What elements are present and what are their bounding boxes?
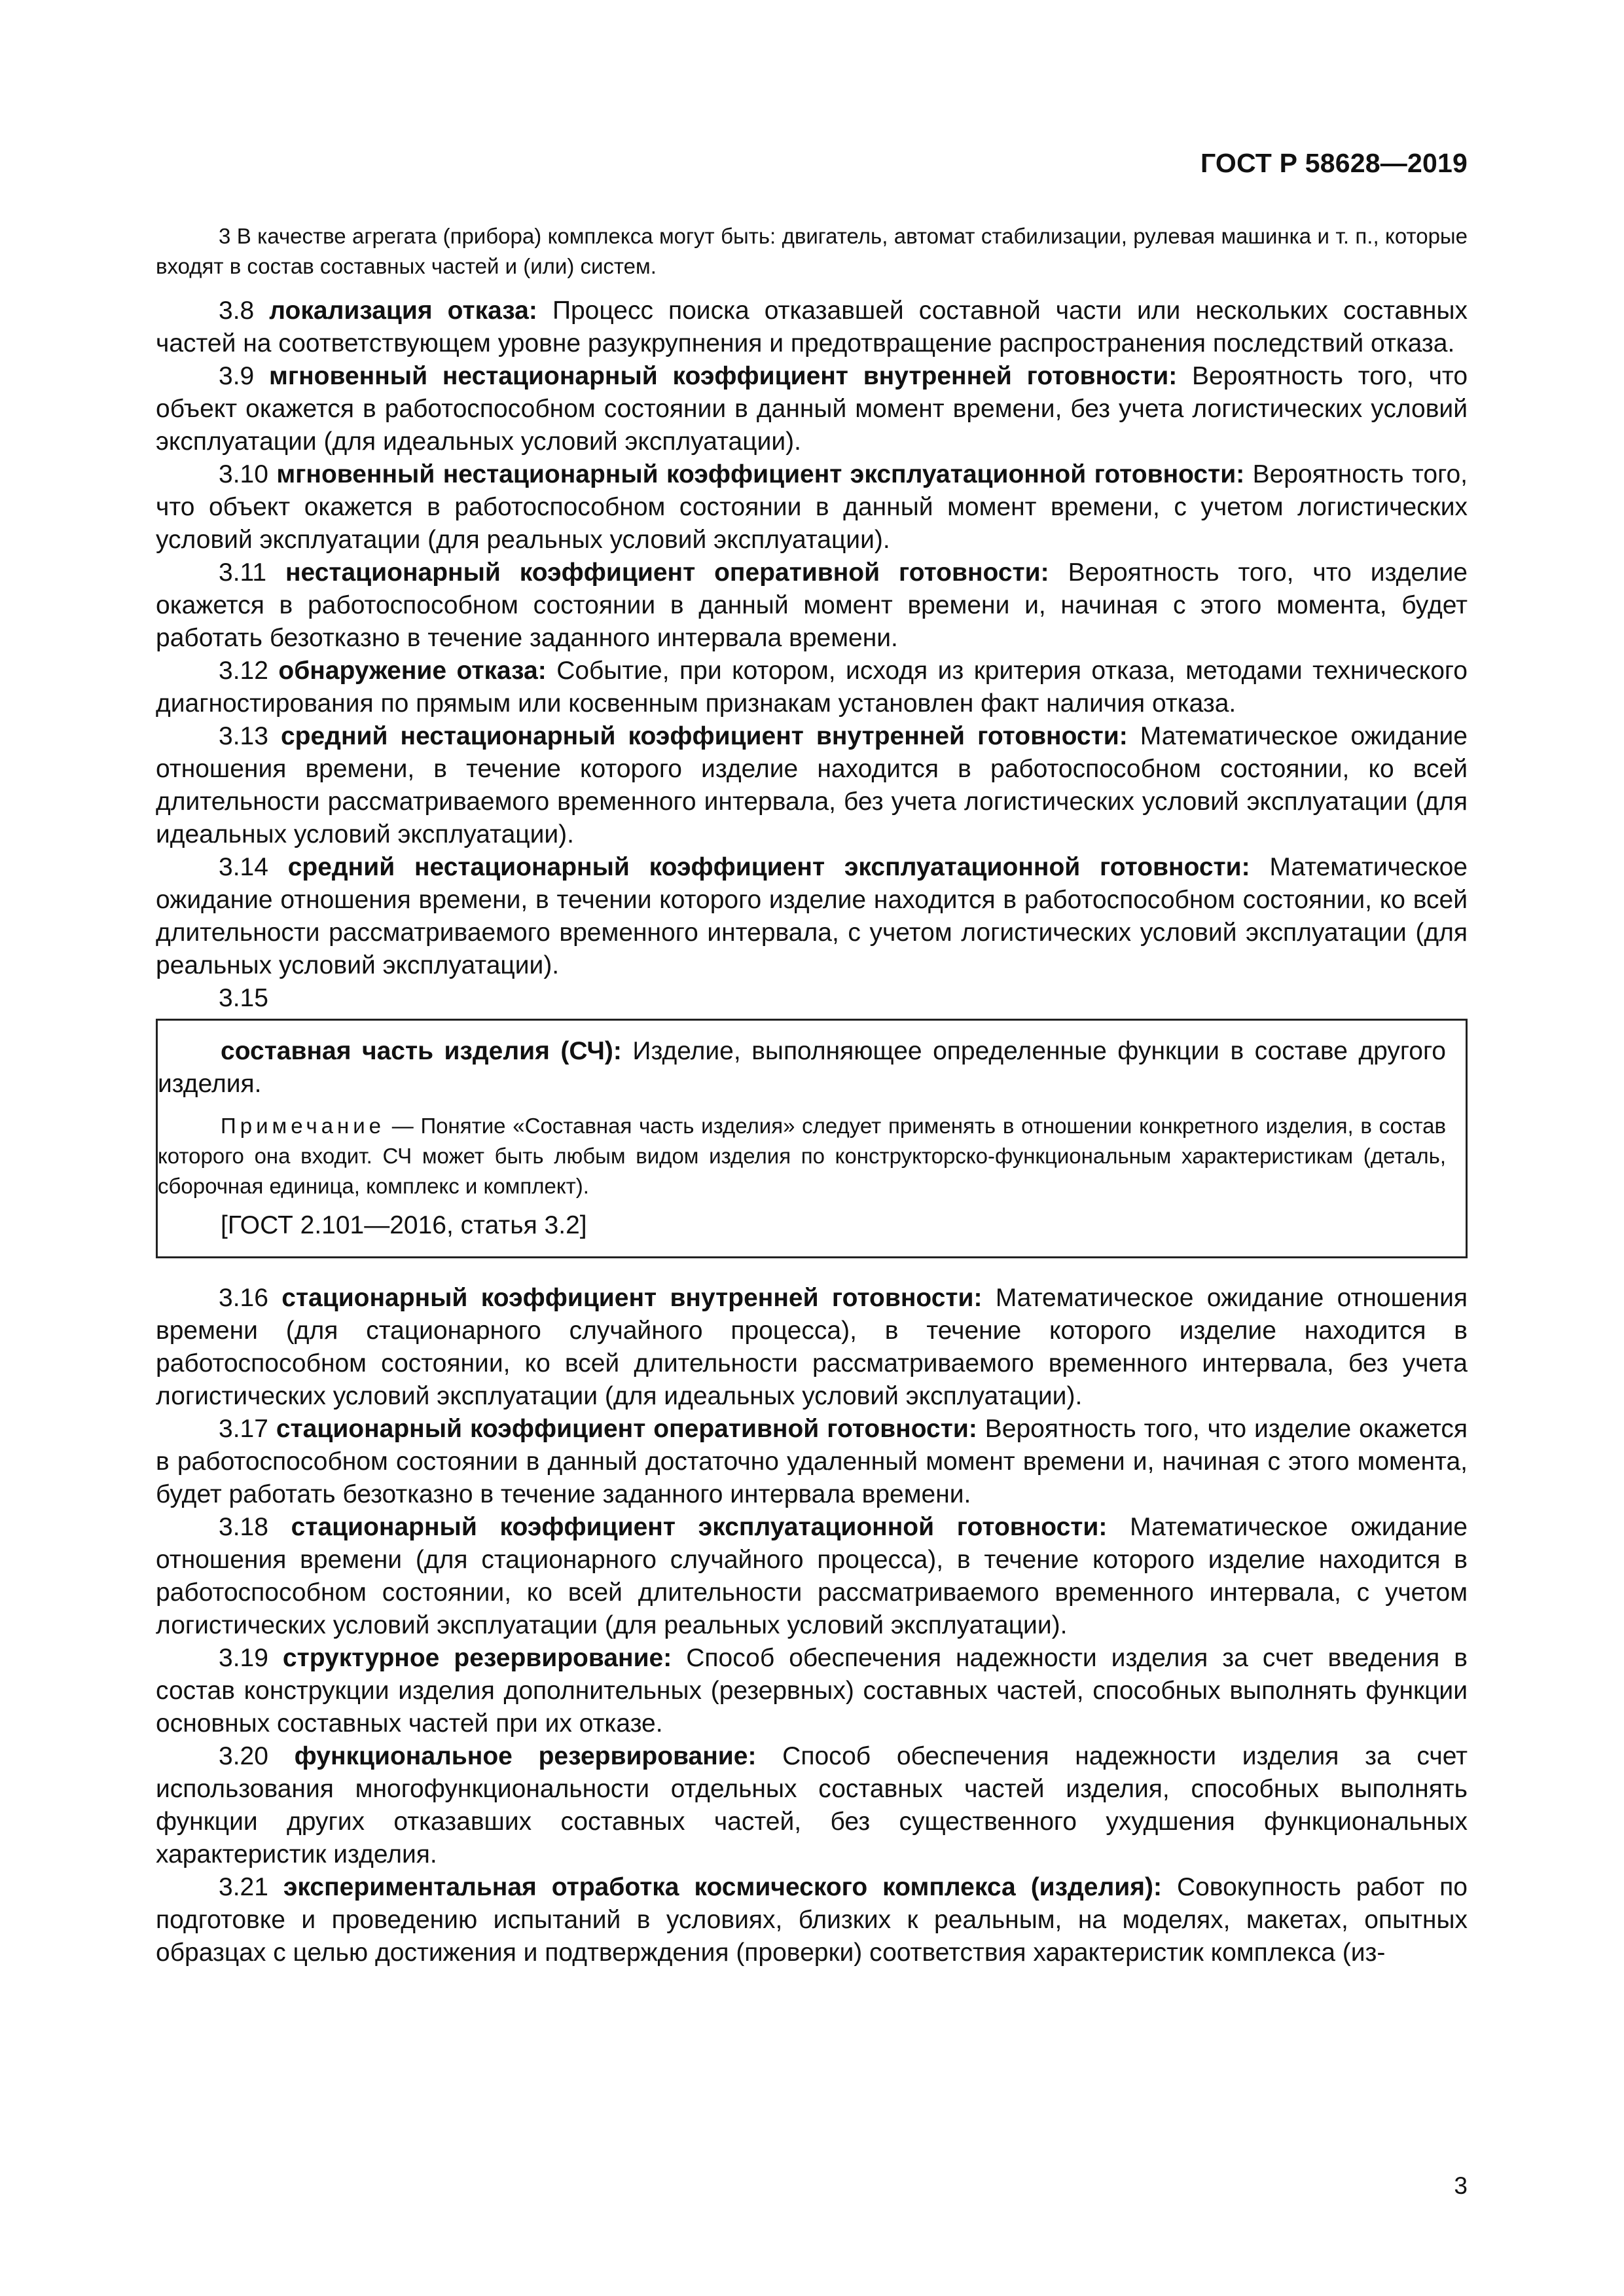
term-title: стационарный коэффициент внутренней готовности: <box>281 1284 983 1312</box>
term-definition: Изделие, выполняющее определенные функции в составе другого изделия. <box>158 1037 1446 1098</box>
term-number: 3.21 <box>219 1873 268 1901</box>
term-title: стационарный коэффициент эксплуатационной готовности: <box>291 1513 1108 1541</box>
term-title: мгновенный нестационарный коэффициент эксплуатационной готовности: <box>276 460 1245 488</box>
term-title: стационарный коэффициент оперативной готовности: <box>276 1415 977 1443</box>
term-title: локализация отказа: <box>269 297 537 325</box>
term-number: 3.8 <box>219 297 255 325</box>
term-number: 3.14 <box>219 853 268 881</box>
term-definition: Математическое ожидание отношения времени, в течении которого изделие находится в работоспособном состоянии, ко всей длительности рассматриваемого временного интервала, с учетом логистических условий эксплуатации (для реальных условий эксплуатации). <box>156 853 1468 979</box>
term-3-10 <box>156 458 1468 556</box>
term-3-21 <box>156 1871 1468 1969</box>
term-3-19 <box>156 1642 1468 1740</box>
term-3-8 <box>156 295 1468 360</box>
boxed-term-3-15 <box>156 1019 1468 1258</box>
boxed-term-body <box>158 1035 1446 1101</box>
term-definition: Процесс поиска отказавшей составной части или нескольких составных частей на соответствующем уровне разукрупнения и предотвращение распространения последствий отказа. <box>156 297 1468 357</box>
term-definition: Совокупность работ по подготовке и проведению испытаний в условиях, близких к реальным, на моделях, макетах, опытных образцах с целью достижения и подтверждения (проверки) соответствия характеристик комплекса (из- <box>156 1873 1468 1967</box>
document-page <box>156 0 1468 2296</box>
term-title: средний нестационарный коэффициент эксплуатационной готовности: <box>287 853 1250 881</box>
page-number: 3 <box>1454 2172 1468 2199</box>
term-definition: Вероятность того, что объект окажется в работоспособном состоянии в данный момент времени, с учетом логистических условий эксплуатации (для реальных условий эксплуатации). <box>156 460 1468 554</box>
term-number: 3.18 <box>219 1513 268 1541</box>
term-title: мгновенный нестационарный коэффициент внутренней готовности: <box>269 362 1178 390</box>
term-3-12 <box>156 655 1468 720</box>
term-3-9 <box>156 360 1468 458</box>
term-definition: Вероятность того, что объект окажется в работоспособном состоянии в данный момент времени, без учета логистических условий эксплуатации (для идеальных условий эксплуатации). <box>156 362 1468 456</box>
term-definition: Математическое ожидание отношения времени (для стационарного случайного процесса), в течение которого изделие находится в работоспособном состоянии, ко всей длительности рассматриваемого временного интервала, без учета логистических условий эксплуатации (для идеальных условий эксплуатации). <box>156 1284 1468 1410</box>
term-number: 3.10 <box>219 460 268 488</box>
standard-code: ГОСТ Р 58628—2019 <box>1200 148 1468 178</box>
term-3-15-number: 3.15 <box>219 984 268 1012</box>
term-title: структурное резервирование: <box>282 1644 672 1672</box>
term-title: экспериментальная отработка космического комплекса (изделия): <box>283 1873 1162 1901</box>
term-3-16 <box>156 1282 1468 1413</box>
term-title: нестационарный коэффициент оперативной готовности: <box>285 558 1049 587</box>
term-definition: Вероятность того, что изделие окажется в работоспособном состоянии в данный момент времени и, начиная с этого момента, будет работать безотказно в течение заданного интервала времени. <box>156 558 1468 652</box>
term-number: 3.16 <box>219 1284 268 1312</box>
term-definition: Способ обеспечения надежности изделия за счет использования многофункциональности отдельных составных частей изделия, способных выполнять функции других отказавших составных частей, без существенного ухудшения функциональных характеристик изделия. <box>156 1742 1468 1868</box>
term-3-20 <box>156 1740 1468 1871</box>
term-3-18 <box>156 1511 1468 1642</box>
term-3-14 <box>156 851 1468 982</box>
term-3-17 <box>156 1413 1468 1511</box>
term-definition: Математическое ожидание отношения времени (для стационарного случайного процесса), в течение которого изделие находится в работоспособном состоянии, ко всей длительности рассматриваемого временного интервала, с учетом логистических условий эксплуатации (для реальных условий эксплуатации). <box>156 1513 1468 1639</box>
term-3-13 <box>156 720 1468 851</box>
term-number: 3.13 <box>219 722 268 750</box>
term-number: 3.12 <box>219 657 268 685</box>
term-number: 3.11 <box>219 558 267 587</box>
note-label: Примечание <box>221 1114 386 1138</box>
term-title: функциональное резервирование: <box>294 1742 757 1770</box>
term-definition: Способ обеспечения надежности изделия за счет введения в состав конструкции изделия дополнительных (резервных) составных частей, способных выполнять функции основных составных частей при их отказе. <box>156 1644 1468 1738</box>
term-title: средний нестационарный коэффициент внутренней готовности: <box>280 722 1128 750</box>
term-3-11 <box>156 556 1468 655</box>
page-content <box>156 221 1468 1969</box>
term-definition: Событие, при котором, исходя из критерия отказа, методами технического диагностирования по прямым или косвенным признакам установлен факт наличия отказа. <box>156 657 1468 718</box>
term-title: составная часть изделия (СЧ): <box>221 1037 622 1065</box>
term-number: 3.19 <box>219 1644 268 1672</box>
term-definition: Вероятность того, что изделие окажется в работоспособном состоянии в данный достаточно удаленный момент времени и, начиная с этого момента, будет работать безотказно в течение заданного интервала времени. <box>156 1415 1468 1508</box>
note-3: 3 В качестве агрегата (прибора) комплекса могут быть: двигатель, автомат стабилизации, рулевая машинка и т. п., которые входят в состав составных частей и (или) систем. <box>156 224 1468 278</box>
source-reference: [ГОСТ 2.101—2016, статья 3.2] <box>221 1211 587 1239</box>
note-text: — Понятие «Составная часть изделия» следует применять в отношении конкретного изделия, в состав которого она входит. СЧ может быть любым видом изделия по конструкторско-функциональным характеристикам (деталь, сборочная единица, комплекс и комплект). <box>158 1114 1446 1198</box>
term-number: 3.17 <box>219 1415 268 1443</box>
term-definition: Математическое ожидание отношения времени, в течение которого изделие находится в работоспособном состоянии, ко всей длительности рассматриваемого временного интервала, без учета логистических условий эксплуатации (для идеальных условий эксплуатации). <box>156 722 1468 848</box>
term-number: 3.20 <box>219 1742 268 1770</box>
term-number: 3.9 <box>219 362 255 390</box>
boxed-note <box>158 1111 1446 1201</box>
term-title: обнаружение отказа: <box>278 657 547 685</box>
